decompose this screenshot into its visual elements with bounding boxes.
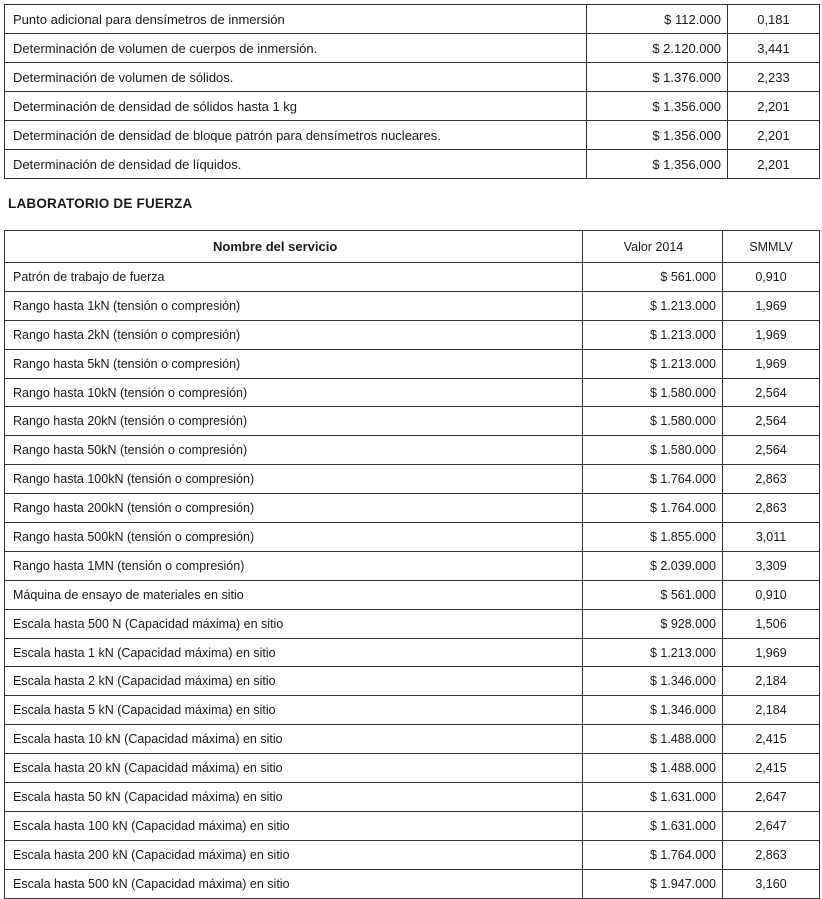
table-row	[5, 638, 820, 667]
service-smmlv-cell: 0,910	[723, 263, 820, 292]
table-row	[5, 523, 820, 552]
service-name-cell: Escala hasta 500 N (Capacidad máxima) en sitio	[5, 609, 583, 638]
service-name-cell: Escala hasta 50 kN (Capacidad máxima) en sitio	[5, 783, 583, 812]
service-smmlv-cell: 2,647	[723, 783, 820, 812]
service-value-cell: $ 1.764.000	[583, 465, 723, 494]
table-row	[5, 869, 820, 898]
table-row	[5, 580, 820, 609]
service-smmlv-cell: 1,969	[723, 349, 820, 378]
service-smmlv-cell: 2,201	[728, 92, 820, 121]
service-name-cell: Escala hasta 1 kN (Capacidad máxima) en sitio	[5, 638, 583, 667]
service-value-cell: $ 1.356.000	[587, 150, 728, 179]
service-smmlv-cell: 2,233	[728, 63, 820, 92]
table-row	[5, 378, 820, 407]
service-value-cell: $ 1.213.000	[583, 291, 723, 320]
table-row	[5, 34, 820, 63]
service-name-cell: Determinación de densidad de sólidos hasta 1 kg	[5, 92, 587, 121]
service-smmlv-cell: 0,181	[728, 5, 820, 34]
table-row	[5, 667, 820, 696]
service-value-cell: $ 1.356.000	[587, 121, 728, 150]
service-name-cell: Patrón de trabajo de fuerza	[5, 263, 583, 292]
service-value-cell: $ 561.000	[583, 580, 723, 609]
service-value-cell: $ 1.356.000	[587, 92, 728, 121]
service-value-cell: $ 1.488.000	[583, 754, 723, 783]
table-row	[5, 63, 820, 92]
service-smmlv-cell: 2,564	[723, 378, 820, 407]
service-name-cell: Escala hasta 10 kN (Capacidad máxima) en sitio	[5, 725, 583, 754]
service-name-cell: Rango hasta 20kN (tensión o compresión)	[5, 407, 583, 436]
service-name-cell: Rango hasta 500kN (tensión o compresión)	[5, 523, 583, 552]
header-service-name: Nombre del servicio	[5, 231, 583, 263]
service-value-cell: $ 2.120.000	[587, 34, 728, 63]
service-value-cell: $ 1.764.000	[583, 840, 723, 869]
service-name-cell: Rango hasta 1kN (tensión o compresión)	[5, 291, 583, 320]
table-row	[5, 609, 820, 638]
table-row	[5, 320, 820, 349]
service-value-cell: $ 1.213.000	[583, 638, 723, 667]
table-row	[5, 5, 820, 34]
service-value-cell: $ 1.631.000	[583, 783, 723, 812]
service-smmlv-cell: 2,564	[723, 436, 820, 465]
service-name-cell: Rango hasta 10kN (tensión o compresión)	[5, 378, 583, 407]
service-name-cell: Escala hasta 5 kN (Capacidad máxima) en sitio	[5, 696, 583, 725]
service-name-cell: Escala hasta 2 kN (Capacidad máxima) en sitio	[5, 667, 583, 696]
service-name-cell: Escala hasta 200 kN (Capacidad máxima) en sitio	[5, 840, 583, 869]
table-row	[5, 811, 820, 840]
service-smmlv-cell: 1,969	[723, 320, 820, 349]
table-row	[5, 840, 820, 869]
service-smmlv-cell: 2,201	[728, 121, 820, 150]
service-smmlv-cell: 2,863	[723, 494, 820, 523]
table-row	[5, 725, 820, 754]
service-name-cell: Determinación de densidad de bloque patrón para densímetros nucleares.	[5, 121, 587, 150]
table-row	[5, 436, 820, 465]
service-name-cell: Rango hasta 1MN (tensión o compresión)	[5, 551, 583, 580]
service-smmlv-cell: 2,201	[728, 150, 820, 179]
service-value-cell: $ 1.488.000	[583, 725, 723, 754]
service-value-cell: $ 1.855.000	[583, 523, 723, 552]
service-value-cell: $ 1.346.000	[583, 696, 723, 725]
table-header-row	[5, 231, 820, 263]
table-row	[5, 150, 820, 179]
service-smmlv-cell: 3,011	[723, 523, 820, 552]
service-value-cell: $ 1.213.000	[583, 320, 723, 349]
service-name-cell: Determinación de densidad de líquidos.	[5, 150, 587, 179]
service-value-cell: $ 1.213.000	[583, 349, 723, 378]
service-value-cell: $ 2.039.000	[583, 551, 723, 580]
service-value-cell: $ 1.580.000	[583, 436, 723, 465]
service-value-cell: $ 1.346.000	[583, 667, 723, 696]
service-name-cell: Determinación de volumen de sólidos.	[5, 63, 587, 92]
service-value-cell: $ 561.000	[583, 263, 723, 292]
table-row	[5, 754, 820, 783]
service-smmlv-cell: 2,415	[723, 754, 820, 783]
service-name-cell: Rango hasta 5kN (tensión o compresión)	[5, 349, 583, 378]
table-row	[5, 349, 820, 378]
service-value-cell: $ 112.000	[587, 5, 728, 34]
service-smmlv-cell: 2,863	[723, 840, 820, 869]
header-smmlv: SMMLV	[723, 231, 820, 263]
density-services-table-body	[5, 5, 820, 179]
service-smmlv-cell: 2,564	[723, 407, 820, 436]
service-name-cell: Escala hasta 20 kN (Capacidad máxima) en sitio	[5, 754, 583, 783]
density-services-table	[4, 4, 820, 179]
table-row	[5, 783, 820, 812]
header-value-2014: Valor 2014	[583, 231, 723, 263]
service-name-cell: Rango hasta 2kN (tensión o compresión)	[5, 320, 583, 349]
service-smmlv-cell: 2,647	[723, 811, 820, 840]
service-smmlv-cell: 3,441	[728, 34, 820, 63]
service-value-cell: $ 1.376.000	[587, 63, 728, 92]
table-row	[5, 263, 820, 292]
service-smmlv-cell: 1,506	[723, 609, 820, 638]
service-value-cell: $ 1.947.000	[583, 869, 723, 898]
service-value-cell: $ 1.580.000	[583, 378, 723, 407]
table-row	[5, 551, 820, 580]
service-smmlv-cell: 1,969	[723, 291, 820, 320]
service-value-cell: $ 1.631.000	[583, 811, 723, 840]
service-smmlv-cell: 0,910	[723, 580, 820, 609]
service-smmlv-cell: 1,969	[723, 638, 820, 667]
service-value-cell: $ 1.580.000	[583, 407, 723, 436]
service-smmlv-cell: 2,415	[723, 725, 820, 754]
table-row	[5, 121, 820, 150]
service-smmlv-cell: 2,184	[723, 667, 820, 696]
table-row	[5, 407, 820, 436]
table-row	[5, 696, 820, 725]
service-name-cell: Escala hasta 500 kN (Capacidad máxima) en sitio	[5, 869, 583, 898]
service-name-cell: Máquina de ensayo de materiales en sitio	[5, 580, 583, 609]
service-value-cell: $ 928.000	[583, 609, 723, 638]
service-smmlv-cell: 2,863	[723, 465, 820, 494]
service-name-cell: Escala hasta 100 kN (Capacidad máxima) en sitio	[5, 811, 583, 840]
force-services-table	[4, 230, 820, 899]
service-value-cell: $ 1.764.000	[583, 494, 723, 523]
service-name-cell: Rango hasta 50kN (tensión o compresión)	[5, 436, 583, 465]
service-smmlv-cell: 3,309	[723, 551, 820, 580]
table-row	[5, 494, 820, 523]
table-row	[5, 291, 820, 320]
service-name-cell: Rango hasta 200kN (tensión o compresión)	[5, 494, 583, 523]
service-smmlv-cell: 2,184	[723, 696, 820, 725]
service-smmlv-cell: 3,160	[723, 869, 820, 898]
force-services-table-body	[5, 263, 820, 899]
service-name-cell: Punto adicional para densímetros de inmersión	[5, 5, 587, 34]
section-title: LABORATORIO DE FUERZA	[8, 196, 193, 211]
table-row	[5, 92, 820, 121]
service-name-cell: Determinación de volumen de cuerpos de inmersión.	[5, 34, 587, 63]
table-row	[5, 465, 820, 494]
service-name-cell: Rango hasta 100kN (tensión o compresión)	[5, 465, 583, 494]
